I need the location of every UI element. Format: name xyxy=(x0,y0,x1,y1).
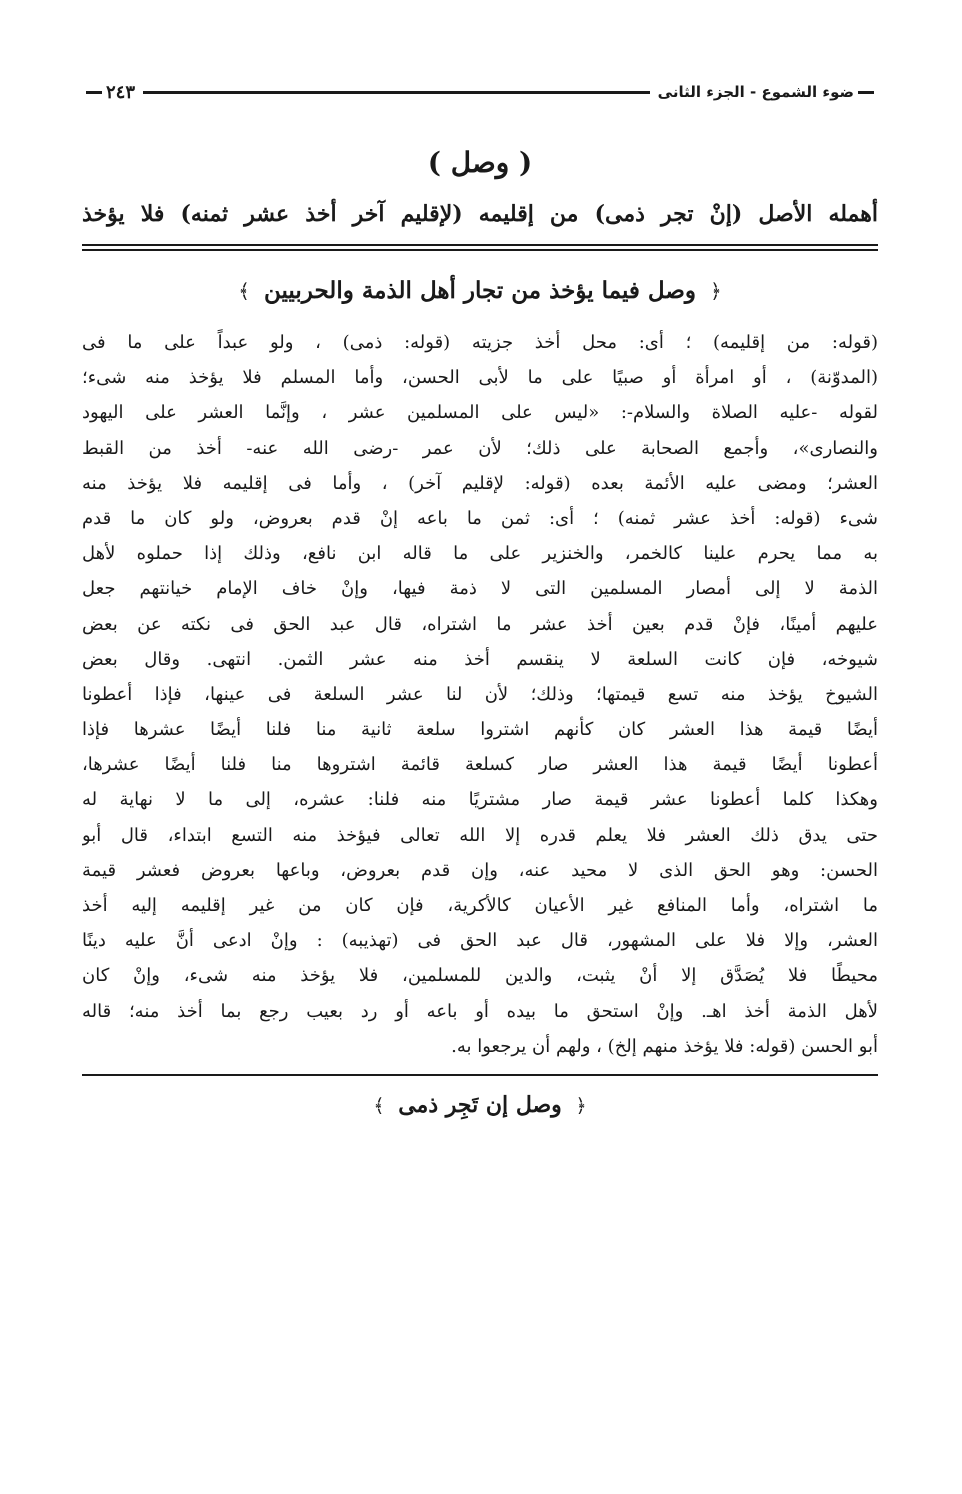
commentary-line: محيطًا فلا يُصَدَّق إلا أنْ يثبت، والدين للمسلمين، فلا يؤخذ منه شىء، وإنْ كان xyxy=(82,965,878,987)
commentary-line: به مما يحرم علينا كالخمر، والخنزير على ما قاله ابن نافع، وذلك إذا حملوه لأهل xyxy=(82,543,878,565)
commentary-line: شيوخه، فإن كانت السلعة لا ينقسم أخذ منه عشر الثمن. انتهى. وقال بعض xyxy=(82,648,878,670)
commentary-line: أبو الحسن (قوله: فلا يؤخذ منهم إلخ) ، ولهم أن يرجعوا به. xyxy=(451,1035,878,1057)
header-dash-left xyxy=(86,91,102,94)
ornate-bracket-close-icon: ﴾ xyxy=(373,1094,385,1117)
matn-heading: ( وصل ) xyxy=(427,146,533,179)
commentary-line: الحسن: وهو الحق الذى لا محيد عنه، وإن قدم بعروض، وباعها بعروض فعشر قيمة xyxy=(82,859,878,881)
next-section-heading xyxy=(82,1092,878,1118)
commentary-line: لقوله -عليه الصلاة والسلام-: «ليس على المسلمين عشر ، وإنَّما العشر على اليهود xyxy=(82,402,878,424)
ornate-bracket-close-icon: ﴾ xyxy=(238,279,250,303)
ornate-bracket-open-icon: ﴿ xyxy=(575,1094,587,1117)
commentary-line: وهكذا كلما أعطونا عشر قيمة صار مشتريًا منه فلنا: عشره، إلى ما لا نهاية له xyxy=(82,789,878,811)
commentary-line: العشر؛ ومضى عليه الأئمة بعده (قوله: لإقليم آخر) ، وأما فى إقليمه فلا يؤخذ منه xyxy=(82,472,878,494)
book-page xyxy=(82,78,878,1118)
section-heading-text: وصل فيما يؤخذ من تجار أهل الذمة والحربيين xyxy=(263,277,696,304)
ornate-bracket-open-icon: ﴿ xyxy=(710,279,722,303)
header-dash-right xyxy=(858,91,874,94)
commentary-line: أعطونا أيضًا قيمة هذا العشر صار كسلعة قائمة اشتروها منا فلنا أيضًا عشرها، xyxy=(82,754,878,776)
header-rule xyxy=(143,91,650,94)
commentary-line: الذمة لا إلى أمصار المسلمين التى لا ذمة فيها، وإنْ خاف الإمام خيانتهم جعل xyxy=(82,578,878,600)
running-title: ضوء الشموع - الجزء الثانى xyxy=(657,83,854,101)
commentary-line: (المدوّنة) ، أو امرأة أو صبيًا على ما لأبى الحسن، وأما المسلم فلا يؤخذ منه شىء؛ xyxy=(82,367,878,389)
commentary-line: لأهل الذمة أخذ اهـ. وإنْ استحق ما بيده أو باعه أو رد بعيب رجع بما أخذ منه؛ قاله xyxy=(82,1000,878,1022)
section-heading xyxy=(82,277,878,317)
commentary-line: (قوله: من إقليمه) ؛ أى: محل أخذ جزيته (قوله: ذمى) ، ولو عبداً على ما فى xyxy=(82,332,878,353)
running-header xyxy=(82,78,878,106)
next-section-heading-text: وصل إن تَجِر ذمى xyxy=(398,1091,562,1118)
commentary-line: عليهم أمينًا، فإنْ قدم بعين أخذ عشر ما اشتراه، قال عبد الحق فى نكته عن بعض xyxy=(82,613,878,635)
commentary-text xyxy=(82,325,878,1064)
matn-text: أهمله الأصل (إنْ تجر ذمى) من إقليمه (لإقليم آخر أخذ عشر ثمنه) فلا يؤخذ xyxy=(82,201,878,227)
commentary-line: شىء (قوله: أخذ عشر ثمنه) ؛ أى: ثمن ما باعه إنْ قدم بعروض، ولو كان ما قدم xyxy=(82,507,878,529)
commentary-line: والنصارى»، وأجمع الصحابة على ذلك؛ لأن عمر -رضى الله عنه- أخذ من القبط xyxy=(82,437,878,459)
page-number: ٢٤٣ xyxy=(106,81,136,103)
commentary-line: العشر، وإلا فلا على المشهور، قال عبد الحق فى (تهذيبه) : وإنْ ادعى أنَّ عليه دينًا xyxy=(82,930,878,952)
commentary-line: ما اشتراه، وأما المنافع غير الأعيان كالأكرية، فإن كان من غير إقليمه إليه أخذ xyxy=(82,895,878,916)
commentary-line: الشيوخ يؤخذ منه تسع قيمتها؛ وذلك؛ لأن لنا عشر السلعة فى عينها، فإذا أعطونا xyxy=(82,683,878,705)
section-end-rule xyxy=(82,1074,878,1076)
commentary-line: أيضًا قيمة هذا العشر كان كأنهم اشتروا سلعة ثانية منا فلنا أيضًا عشرها فإذا xyxy=(82,719,878,741)
commentary-line: حتى يدق ذلك العشر فلا يعلم قدره إلا الله تعالى فيؤخذ منه التسع ابتداء، قال أبو xyxy=(82,824,878,846)
matn-separator-double-rule xyxy=(82,244,878,251)
